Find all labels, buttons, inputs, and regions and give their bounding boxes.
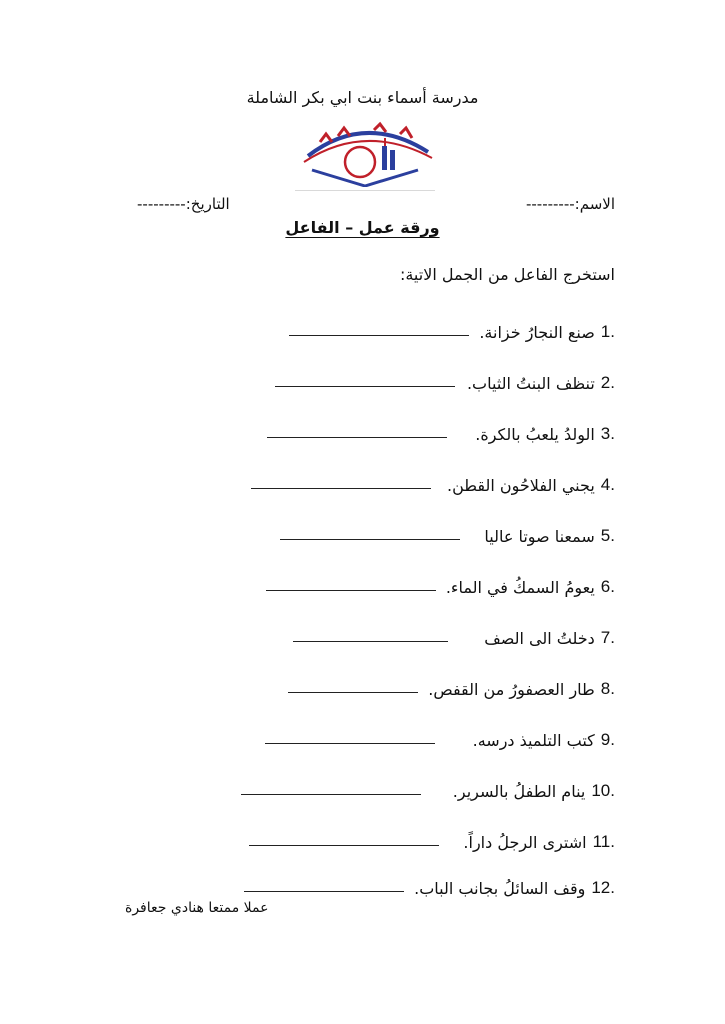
question-item <box>266 573 615 597</box>
question-text: يجني الفلاحُون القطن. <box>447 476 595 495</box>
question-number: .12 <box>591 878 615 897</box>
question-text: سمعنا صوتا عاليا <box>484 527 595 546</box>
date-field: التاريخ:--------- <box>137 195 230 213</box>
answer-blank[interactable] <box>265 742 435 744</box>
question-text: صنع النجارُ خزانة. <box>479 323 595 342</box>
question-item <box>280 522 615 546</box>
question-number: .4 <box>600 475 615 494</box>
school-logo <box>290 112 440 187</box>
question-text: يعومُ السمكُ في الماء. <box>445 578 595 597</box>
question-number: .7 <box>600 628 615 647</box>
question-number: .3 <box>600 424 615 443</box>
school-name: مدرسة أسماء بنت ابي بكر الشاملة <box>246 88 479 107</box>
answer-blank[interactable] <box>267 436 447 438</box>
question-text: الولدُ يلعبُ بالكرة. <box>475 425 595 444</box>
question-text: دخلتُ الى الصف <box>484 629 595 648</box>
answer-blank[interactable] <box>280 538 460 540</box>
question-text: اشترى الرجلُ داراً. <box>463 833 587 852</box>
question-number: .1 <box>600 322 615 341</box>
question-number: .5 <box>600 526 615 545</box>
question-text: وقف السائلُ بجانب الباب. <box>414 879 586 898</box>
question-item <box>244 874 615 898</box>
question-text: ينام الطفلُ بالسرير. <box>452 782 586 801</box>
question-item <box>289 318 615 342</box>
answer-blank[interactable] <box>244 890 404 892</box>
question-number: .9 <box>600 730 615 749</box>
question-item <box>275 369 615 393</box>
answer-blank[interactable] <box>293 640 448 642</box>
worksheet-title-text: ورقة عمل – الفاعل <box>285 218 440 237</box>
teacher-signature: عملا ممتعا هنادي جعافرة <box>125 900 269 916</box>
question-number: .6 <box>600 577 615 596</box>
name-field: الاسم:--------- <box>525 195 615 213</box>
question-number: .8 <box>600 679 615 698</box>
question-number: .2 <box>600 373 615 392</box>
question-number: .10 <box>591 781 615 800</box>
logo-divider <box>295 190 435 191</box>
question-item <box>267 420 615 444</box>
school-logo-graphic <box>290 112 440 187</box>
question-item <box>249 828 615 852</box>
question-text: كتب التلميذ درسه. <box>472 731 595 750</box>
instructions: استخرج الفاعل من الجمل الاتية: <box>399 265 615 284</box>
question-item <box>288 675 615 699</box>
answer-blank[interactable] <box>251 487 431 489</box>
question-item <box>265 726 615 750</box>
question-item <box>241 777 615 801</box>
question-number: .11 <box>592 832 615 851</box>
answer-blank[interactable] <box>266 589 436 591</box>
answer-blank[interactable] <box>241 793 421 795</box>
question-item <box>293 624 615 648</box>
answer-blank[interactable] <box>275 385 455 387</box>
question-text: طار العصفورُ من القفص. <box>428 680 595 699</box>
answer-blank[interactable] <box>289 334 469 336</box>
worksheet-title <box>0 218 725 237</box>
answer-blank[interactable] <box>288 691 418 693</box>
question-item <box>251 471 615 495</box>
answer-blank[interactable] <box>249 844 439 846</box>
question-text: تنظف البنتُ الثياب. <box>466 374 595 393</box>
